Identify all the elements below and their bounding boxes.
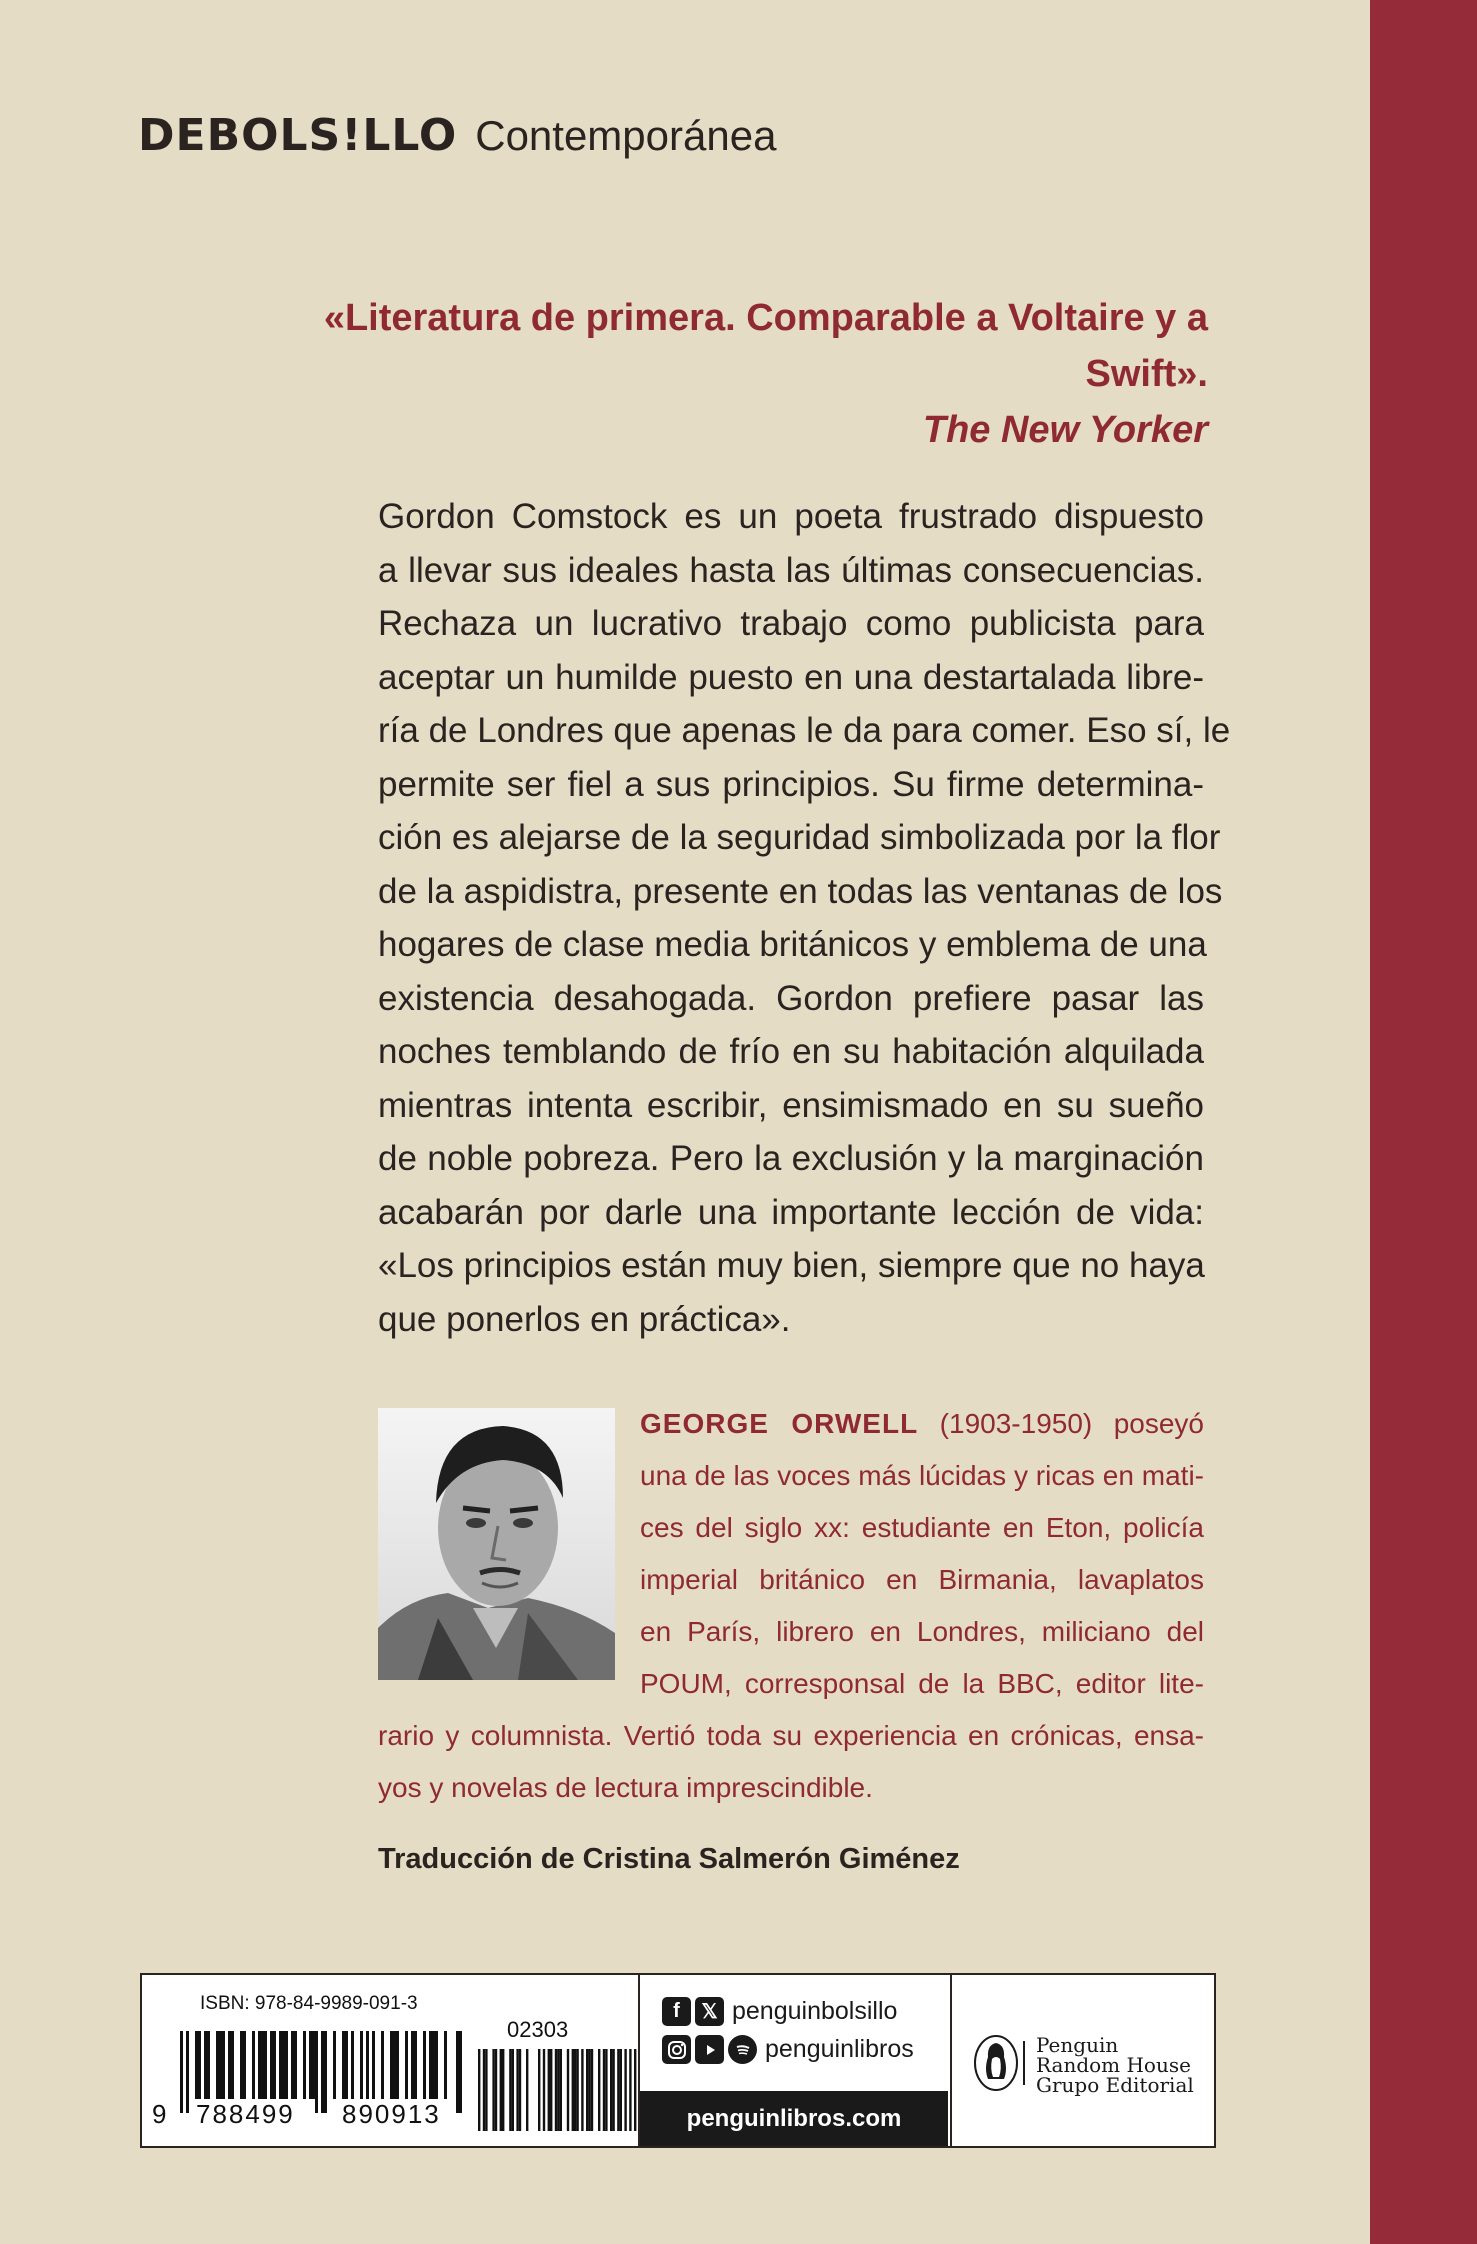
barcode-bar — [435, 2031, 438, 2099]
barcode-bar — [372, 2031, 375, 2099]
barcode-digit-group: 788499 — [196, 2099, 295, 2129]
synopsis-line: mientras intenta escribir, ensimismado en su sueño — [378, 1085, 1204, 1125]
instagram-icon[interactable] — [662, 2035, 691, 2064]
barcode-digit-group: 9 — [152, 2099, 167, 2129]
publisher-line: Grupo Editorial — [1036, 2073, 1194, 2097]
barcode-bar — [396, 2031, 399, 2099]
addon-bar — [519, 2049, 521, 2131]
barcode-bar — [195, 2031, 198, 2099]
barcode-digits — [142, 2099, 497, 2129]
bio-line-rest: (1903-1950) poseyó — [918, 1408, 1204, 1439]
barcode-bar — [198, 2031, 201, 2099]
synopsis-line: de la aspidistra, presente en todas las ventanas de los — [378, 871, 1223, 911]
addon-bar — [624, 2049, 626, 2131]
barcode-bar — [282, 2031, 285, 2099]
author-bio — [378, 1398, 1204, 1814]
barcode-bar — [381, 2031, 384, 2099]
back-cover-info-box — [140, 1973, 1216, 2148]
youtube-icon[interactable] — [695, 2035, 724, 2064]
barcode-bar — [423, 2031, 426, 2099]
bio-line: yos y novelas de lectura imprescindible. — [378, 1772, 873, 1803]
bio-line: una de las voces más lúcidas y ricas en mati- — [640, 1460, 1204, 1491]
addon-bar — [543, 2049, 545, 2131]
addon-bar — [560, 2049, 562, 2131]
review-quote — [200, 290, 1208, 458]
social-handle[interactable]: penguinbolsillo — [732, 1997, 898, 2025]
barcode-bar — [429, 2031, 432, 2099]
barcode-bar — [345, 2031, 348, 2099]
addon-bar — [572, 2049, 574, 2131]
addon-number: 02303 — [507, 2017, 569, 2042]
synopsis-line: ción es alejarse de la seguridad simbolizada por la flor — [378, 818, 1221, 857]
isbn-label: ISBN: 978-84-9989-091-3 — [200, 1993, 418, 2014]
publisher-line: Penguin — [1036, 2033, 1119, 2057]
addon-bar — [617, 2049, 619, 2131]
barcode-bar — [390, 2031, 393, 2099]
bio-line — [640, 1398, 1204, 1450]
social-panel — [640, 1975, 952, 2146]
addon-bar — [555, 2049, 557, 2131]
addon-bar — [612, 2049, 614, 2131]
quote-text: «Literatura de primera. Comparable a Voltaire y a Swift». — [323, 297, 1208, 395]
synopsis-line: a llevar sus ideales hasta las últimas consecuencias. — [378, 550, 1204, 590]
barcode-bar — [291, 2031, 294, 2099]
barcode-bar — [216, 2031, 219, 2099]
synopsis-line: hogares de clase media británicos y emblema de una — [378, 925, 1207, 964]
addon-bar — [574, 2049, 576, 2131]
addon-bar — [634, 2049, 636, 2131]
barcode-bar — [261, 2031, 264, 2099]
barcode-bar — [240, 2031, 243, 2099]
barcode-bar — [444, 2031, 447, 2099]
barcode-bar — [264, 2031, 267, 2099]
barcode-digit-group: 890913 — [342, 2099, 441, 2129]
barcode-bar — [204, 2031, 207, 2099]
addon-bar — [576, 2049, 578, 2131]
social-row — [662, 1997, 897, 2026]
translator-credit: Traducción de Cristina Salmerón Giménez — [378, 1843, 960, 1875]
synopsis-line: ría de Londres que apenas le da para comer. Eso sí, le — [378, 711, 1231, 750]
synopsis-line: Rechaza un lucrativo trabajo como publicista para — [378, 604, 1204, 643]
barcode-bar — [222, 2031, 225, 2099]
addon-bar — [581, 2049, 583, 2131]
spotify-icon[interactable] — [728, 2035, 757, 2064]
barcode-bar — [231, 2031, 234, 2099]
barcode-bar — [228, 2031, 231, 2099]
addon-bar — [502, 2049, 504, 2131]
addon-bar — [610, 2049, 612, 2131]
imprint-logo: DEBOLS!LLO — [138, 110, 458, 161]
addon-bar — [526, 2049, 528, 2131]
barcode-bar — [360, 2031, 363, 2099]
facebook-icon[interactable]: f — [662, 1997, 691, 2026]
addon-bar — [509, 2049, 511, 2131]
barcode-bar — [312, 2031, 315, 2099]
addon-bar — [605, 2049, 607, 2131]
barcode-bar — [333, 2031, 336, 2099]
synopsis-line: «Los principios están muy bien, siempre que no haya — [378, 1246, 1205, 1285]
barcode-bar — [219, 2031, 222, 2099]
publisher-line: Random House — [1036, 2053, 1191, 2077]
synopsis-line: Gordon Comstock es un poeta frustrado dispuesto — [378, 497, 1204, 536]
barcode-bar — [411, 2031, 414, 2099]
barcode-bar — [342, 2031, 345, 2099]
addon-bar — [550, 2049, 552, 2131]
barcode-bar — [243, 2031, 246, 2099]
barcode-bar — [351, 2031, 354, 2099]
publisher-name — [1036, 2035, 1194, 2095]
synopsis-line: de noble pobreza. Pero la exclusión y la marginación — [378, 1139, 1204, 1178]
barcode-bar — [279, 2031, 282, 2099]
addon-bar — [598, 2049, 600, 2131]
bio-line: ces del siglo xx: estudiante en Eton, policía — [640, 1512, 1204, 1543]
barcode-bar — [309, 2031, 312, 2099]
penguin-logo-icon — [972, 2033, 1026, 2093]
barcode-bar — [273, 2031, 276, 2099]
barcode-bar — [285, 2031, 288, 2099]
barcode-bar — [366, 2031, 369, 2099]
barcode-bar — [393, 2031, 396, 2099]
barcode-bar — [258, 2031, 261, 2099]
bio-line: en París, librero en Londres, miliciano del — [640, 1616, 1204, 1647]
addon-bar — [629, 2049, 631, 2131]
social-handle[interactable]: penguinlibros — [765, 2035, 914, 2063]
addon-bar — [516, 2049, 518, 2131]
addon-bar — [557, 2049, 559, 2131]
synopsis — [378, 490, 1231, 1346]
synopsis-line: noches temblando de frío en su habitación alquilada — [378, 1032, 1204, 1071]
addon-bar — [603, 2049, 605, 2131]
x-icon[interactable]: 𝕏 — [695, 1997, 724, 2026]
barcode-bar — [252, 2031, 255, 2099]
bio-line: POUM, corresponsal de la BBC, editor lite- — [640, 1668, 1204, 1699]
quote-source: The New Yorker — [922, 409, 1208, 451]
barcode-bar — [432, 2031, 435, 2099]
bio-line: rario y columnista. Vertió toda su experiencia en crónicas, ensa- — [378, 1720, 1204, 1751]
website-link[interactable]: penguinlibros.com — [640, 2091, 948, 2146]
spine-band — [1370, 0, 1477, 2244]
synopsis-line: que ponerlos en práctica». — [378, 1299, 791, 1339]
barcode-bar — [207, 2031, 210, 2099]
barcode-bar — [270, 2031, 273, 2099]
barcode-bar — [414, 2031, 417, 2099]
synopsis-line: permite ser fiel a sus principios. Su firme determina- — [378, 764, 1204, 804]
bio-line: imperial británico en Birmania, lavaplatos — [640, 1564, 1204, 1595]
addon-bar — [538, 2049, 540, 2131]
publisher-header — [138, 110, 776, 170]
addon-bar — [591, 2049, 593, 2131]
addon-bar — [588, 2049, 590, 2131]
barcode-bar — [405, 2031, 408, 2099]
barcode-bar — [303, 2031, 306, 2099]
author-name: GEORGE ORWELL — [640, 1408, 919, 1439]
social-row — [662, 2035, 914, 2064]
synopsis-line: acabarán por darle una importante lección de vida: — [378, 1192, 1204, 1232]
addon-bar — [620, 2049, 622, 2131]
addon-bar — [586, 2049, 588, 2131]
synopsis-line: aceptar un humilde puesto en una destartalada libre- — [378, 657, 1204, 697]
barcode-panel — [142, 1975, 640, 2146]
publisher-panel — [952, 1975, 1214, 2146]
addon-bar — [512, 2049, 514, 2131]
addon-bar — [500, 2049, 502, 2131]
barcode-bar — [294, 2031, 297, 2099]
addon-bar — [567, 2049, 569, 2131]
addon-bar — [548, 2049, 550, 2131]
collection-name: Contemporánea — [475, 112, 777, 159]
synopsis-line: existencia desahogada. Gordon prefiere pasar las — [378, 978, 1204, 1018]
